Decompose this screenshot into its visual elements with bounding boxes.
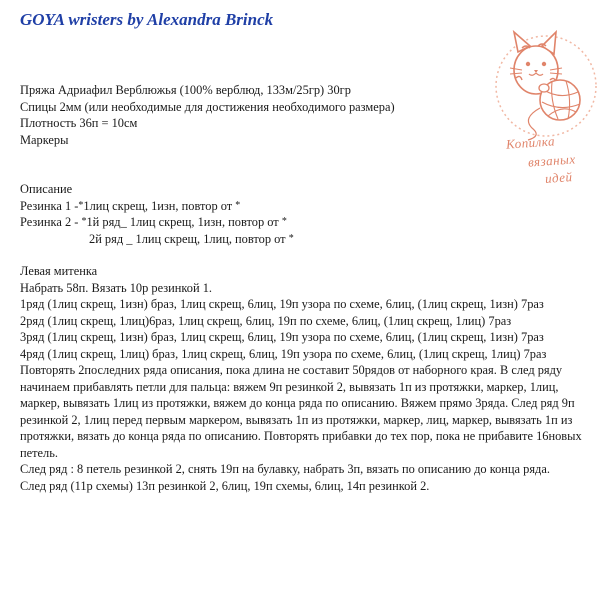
instruction-thumb-hold: След ряд : 8 петель резинкой 2, снять 19п на булавку, набрать 3п, вязать по описанию до конца ряда. xyxy=(20,462,550,476)
instruction-row-2: 2ряд (1лиц скрещ, 1лиц)6раз, 1лиц скрещ, 6лиц, 19п по схеме, 6лиц, (1лиц скрещ, 1лиц) 7раз xyxy=(20,313,512,328)
rib-2-line xyxy=(20,214,294,231)
logo-caption-line-1: Копилка xyxy=(505,133,556,152)
star-marker: * xyxy=(235,199,241,211)
rib-2-row-1: 1й ряд_ 1лиц скрещ, 1изн, повтор от xyxy=(86,215,279,229)
rib-1-prefix: Резинка 1 - xyxy=(20,198,79,213)
rib-2-prefix: Резинка 2 - xyxy=(20,215,82,229)
left-mitten-section xyxy=(20,263,586,494)
instruction-row-1: 1ряд (1лиц скрещ, 1изн) браз, 1лиц скрещ, 6лиц, 19п узора по схеме, 6лиц, (1лиц скрещ, 1изн) 7раз xyxy=(20,297,544,311)
materials-yarn: Пряжа Адриафил Верблюжья (100% верблюд, 133м/25гр) 30гр xyxy=(20,83,351,97)
rib-1-body: 1лиц скрещ, 1изн, повтор от xyxy=(83,198,233,213)
rib-2-row-2-line xyxy=(20,231,294,248)
instruction-row-3: 3ряд (1лиц скрещ, 1изн) браз, 1лиц скрещ, 6лиц, 19п узора по схеме, 6лиц, (1лиц скрещ, 1изн) 7раз xyxy=(20,330,544,344)
materials-section xyxy=(20,82,395,148)
star-marker: * xyxy=(78,199,84,211)
logo-caption-line-3: идей xyxy=(544,169,573,186)
logo-caption-line-2: вязаных xyxy=(527,151,577,170)
instruction-thumb-increases: Повторять 2последних ряда описания, пока длина не составит 50рядов от наборного края. В след ряду начинаем прибавлять петли для пальца: вяжем 9п резинкой 2, вывязать 1п из протяжки, маркер, 1лиц, маркер, вывязать 1лиц из протяжки, вяжем до конца ряда по описанию. Вяжем прямо 3ряда. След ряд 9п резинкой 2, 1лиц перед первым маркером, вывязать 1п из протяжки, маркер, лиц, маркер, вывязать 1п из протяжки, вязать до конца ряда по описанию. Повторять прибавки до тех пор, пока не прибавите 16новых петель. xyxy=(20,363,582,460)
materials-markers: Маркеры xyxy=(20,132,69,147)
instruction-row-4: 4ряд (1лиц скрещ, 1лиц) браз, 1лиц скрещ, 6лиц, 19п узора по схеме, 6лиц, (1лиц скрещ, 1лиц) 7раз xyxy=(20,346,547,361)
description-heading: Описание xyxy=(20,182,73,196)
rib-1-line xyxy=(20,198,294,215)
materials-needles: Спицы 2мм (или необходимые для достижения необходимого размера) xyxy=(20,99,395,114)
instruction-cast-on: Набрать 58п. Вязать 10р резинкой 1. xyxy=(20,280,212,295)
star-marker: * xyxy=(81,216,87,227)
star-marker: * xyxy=(281,216,287,227)
rib-2-row-2: 2й ряд _ 1лиц скрещ, 1лиц, повтор от xyxy=(89,231,286,246)
document-title: GOYA wristers by Alexandra Brinck xyxy=(20,10,274,29)
description-section xyxy=(20,181,294,247)
left-mitten-heading: Левая митенка xyxy=(20,264,98,278)
materials-gauge: Плотность 36п = 10см xyxy=(20,116,138,130)
instruction-chart-row-11: След ряд (11р схемы) 13п резинкой 2, 6лиц, 19п схемы, 6лиц, 14п резинкой 2. xyxy=(20,478,430,493)
star-marker: * xyxy=(288,232,294,244)
